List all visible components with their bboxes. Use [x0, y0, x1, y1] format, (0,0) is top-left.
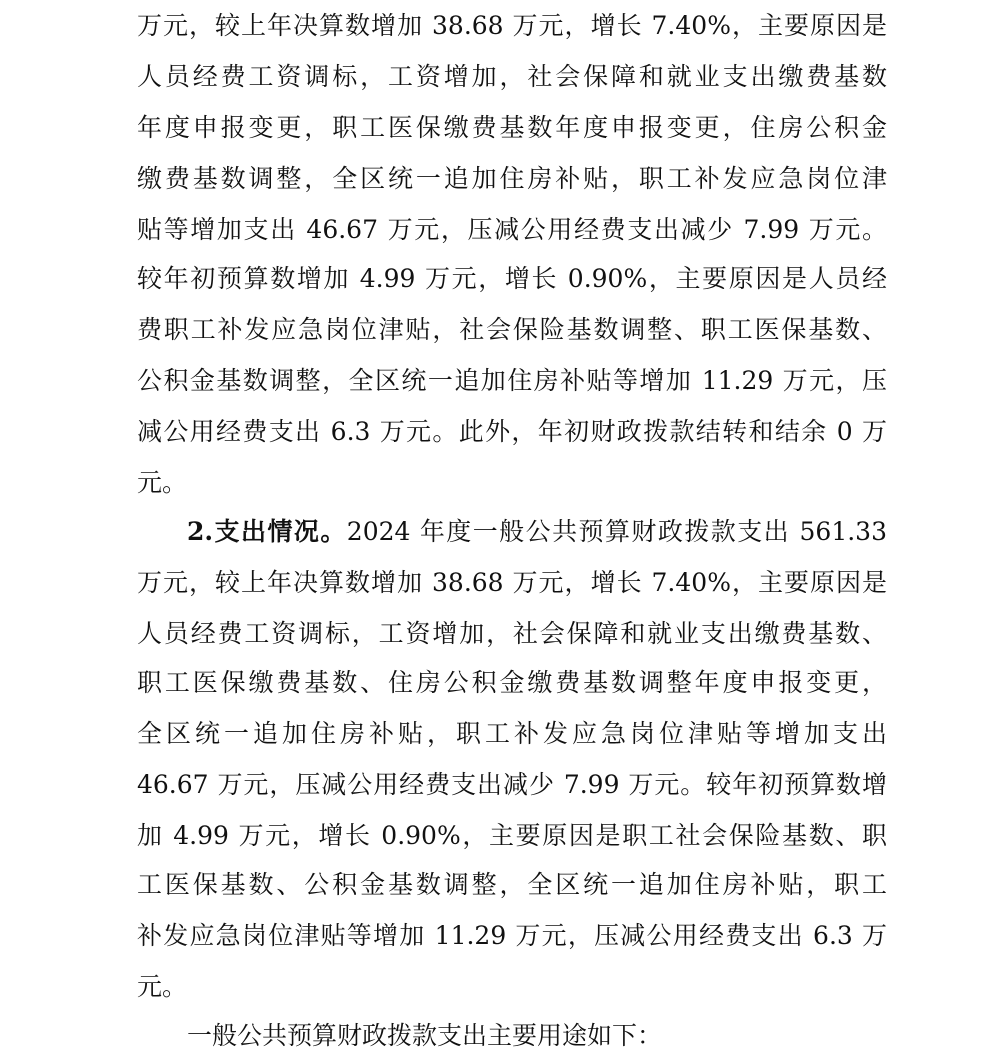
paragraph-1-line-6: 较年初预算数增加 4.99 万元，增长 0.90%，主要原因是人员经 — [137, 264, 887, 293]
paragraph-2-line-6: 46.67 万元，压减公用经费支出减少 7.99 万元。较年初预算数增 — [137, 770, 887, 799]
paragraph-2-line-5: 全区统一追加住房补贴，职工补发应急岗位津贴等增加支出 — [137, 719, 887, 748]
paragraph-1-line-3: 年度申报变更，职工医保缴费基数年度申报变更，住房公积金 — [137, 113, 887, 142]
paragraph-2-line-8: 工医保基数、公积金基数调整，全区统一追加住房补贴，职工 — [137, 870, 887, 899]
paragraph-1-line-9: 减公用经费支出 6.3 万元。此外，年初财政拨款结转和结余 0 万 — [137, 417, 887, 446]
paragraph-1-line-5: 贴等增加支出 46.67 万元，压减公用经费支出减少 7.99 万元。 — [137, 215, 887, 244]
paragraph-1-line-2: 人员经费工资调标，工资增加，社会保障和就业支出缴费基数 — [137, 62, 887, 91]
paragraph-1-line-7: 费职工补发应急岗位津贴，社会保险基数调整、职工医保基数、 — [137, 315, 887, 344]
paragraph-2-line-4: 职工医保缴费基数、住房公积金缴费基数调整年度申报变更， — [137, 668, 887, 697]
paragraph-1-line-10: 元。 — [137, 468, 188, 497]
paragraph-2-line-7: 加 4.99 万元，增长 0.90%，主要原因是职工社会保险基数、职 — [137, 821, 887, 850]
paragraph-2-line-1-text: 2024 年度一般公共预算财政拨款支出 561.33 — [346, 517, 887, 546]
paragraph-2-line-10: 元。 — [137, 972, 188, 1001]
paragraph-2-line-2: 万元，较上年决算数增加 38.68 万元，增长 7.40%，主要原因是 — [137, 568, 887, 597]
paragraph-1-line-8: 公积金基数调整，全区统一追加住房补贴等增加 11.29 万元，压 — [137, 366, 887, 395]
paragraph-1-line-1: 万元，较上年决算数增加 38.68 万元，增长 7.40%，主要原因是 — [137, 11, 887, 40]
paragraph-3-line-1: 一般公共预算财政拨款支出主要用途如下： — [187, 1021, 663, 1050]
paragraph-2-line-1 — [187, 512, 887, 552]
paragraph-1-line-4: 缴费基数调整，全区统一追加住房补贴，职工补发应急岗位津 — [137, 164, 887, 193]
paragraph-2-line-3: 人员经费工资调标，工资增加，社会保障和就业支出缴费基数、 — [137, 619, 887, 648]
paragraph-2-line-9: 补发应急岗位津贴等增加 11.29 万元，压减公用经费支出 6.3 万 — [137, 921, 887, 950]
section-heading: 2.支出情况。 — [187, 517, 347, 546]
